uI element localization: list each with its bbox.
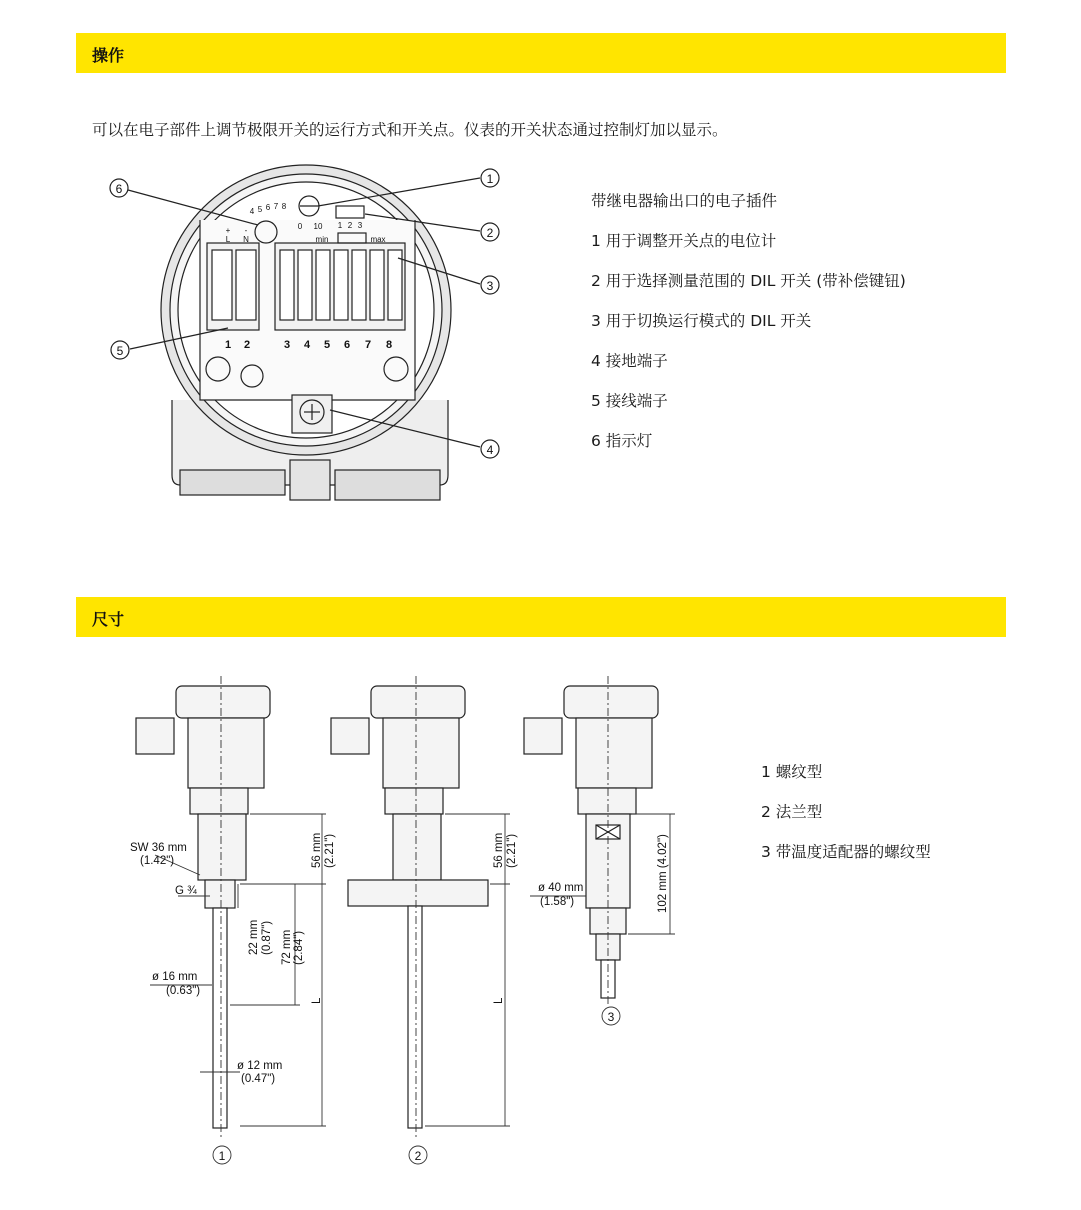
pot-label-min: min: [315, 235, 329, 244]
legend-item: 带继电器输出口的电子插件: [591, 192, 778, 210]
callout-4: 4: [486, 443, 494, 457]
h56-inch-2: (2.21"): [506, 833, 518, 868]
terminal-8: 8: [385, 339, 393, 351]
section-title-operation: 操作: [92, 46, 125, 65]
dil-label-2: 2: [347, 221, 353, 230]
sw-inch: (1.42"): [140, 855, 175, 867]
d12-label: ø 12 mm: [237, 1060, 283, 1072]
pot-label-10: 10: [313, 222, 323, 231]
legend-item: 2 法兰型: [761, 803, 823, 821]
legend-item: 4 接地端子: [591, 352, 668, 370]
mode-label-6: 6: [265, 203, 271, 212]
drawing-callout-1: 1: [218, 1149, 226, 1163]
sw-label: SW 36 mm: [130, 842, 187, 854]
power-label-plus: +: [225, 226, 231, 235]
d12-inch: (0.47"): [241, 1073, 276, 1085]
g-label: G ¾: [175, 885, 197, 897]
terminal-5: 5: [323, 339, 331, 351]
d40-inch: (1.58"): [540, 896, 575, 908]
drawing-callout-2: 2: [414, 1149, 422, 1163]
terminal-7: 7: [364, 339, 372, 351]
dimensions-legend: [761, 762, 931, 882]
dil-label-3: 3: [357, 221, 363, 230]
h56-inch-1: (2.21"): [324, 833, 336, 868]
terminal-6: 6: [343, 339, 351, 351]
pot-label-max: max: [370, 235, 386, 244]
d40-label: ø 40 mm: [538, 882, 584, 894]
callout-3: 3: [486, 279, 494, 293]
callout-1: 1: [486, 172, 494, 186]
h102-label: 102 mm (4.02"): [657, 834, 669, 913]
mode-label-4: 4: [249, 207, 255, 216]
callout-5: 5: [116, 344, 124, 358]
legend-item: 6 指示灯: [591, 432, 653, 450]
legend-item: 2 用于选择测量范围的 DIL 开关 (带补偿键钮): [591, 272, 906, 290]
dil-label-1: 1: [337, 221, 343, 230]
legend-item: 1 用于调整开关点的电位计: [591, 232, 777, 250]
legend-item: 3 带温度适配器的螺纹型: [761, 843, 931, 861]
power-label-minus: -: [244, 226, 248, 235]
drawing-callout-3: 3: [607, 1010, 615, 1024]
callout-2: 2: [486, 226, 494, 240]
length-label-1: L: [311, 997, 323, 1004]
mode-label-7: 7: [273, 202, 279, 211]
h56-label-2: 56 mm: [493, 832, 505, 868]
d16-inch: (0.63"): [166, 985, 201, 997]
mode-label-8: 8: [281, 202, 287, 211]
terminal-4: 4: [303, 339, 311, 351]
h22-inch: (0.87"): [261, 920, 273, 955]
h56-label-1: 56 mm: [311, 832, 323, 868]
h22-label: 22 mm: [248, 919, 260, 955]
terminal-3: 3: [283, 339, 291, 351]
section-title-dimensions: 尺寸: [92, 610, 125, 629]
d16-label: ø 16 mm: [152, 971, 198, 983]
pot-label-0: 0: [297, 222, 303, 231]
terminal-2: 2: [243, 339, 251, 351]
h72-label: 72 mm: [281, 929, 293, 965]
length-label-2: L: [493, 997, 505, 1004]
legend-item: 3 用于切换运行模式的 DIL 开关: [591, 312, 812, 330]
intro-text: 可以在电子部件上调节极限开关的运行方式和开关点。仪表的开关状态通过控制灯加以显示。: [92, 121, 728, 139]
power-label-l: L: [225, 235, 231, 244]
mode-label-5: 5: [257, 205, 263, 214]
h72-inch: (2.84"): [293, 930, 305, 965]
legend-item: 5 接线端子: [591, 392, 668, 410]
callout-6: 6: [115, 182, 123, 196]
terminal-1: 1: [224, 339, 232, 351]
legend-item: 1 螺纹型: [761, 763, 823, 781]
power-label-n: N: [243, 235, 249, 244]
